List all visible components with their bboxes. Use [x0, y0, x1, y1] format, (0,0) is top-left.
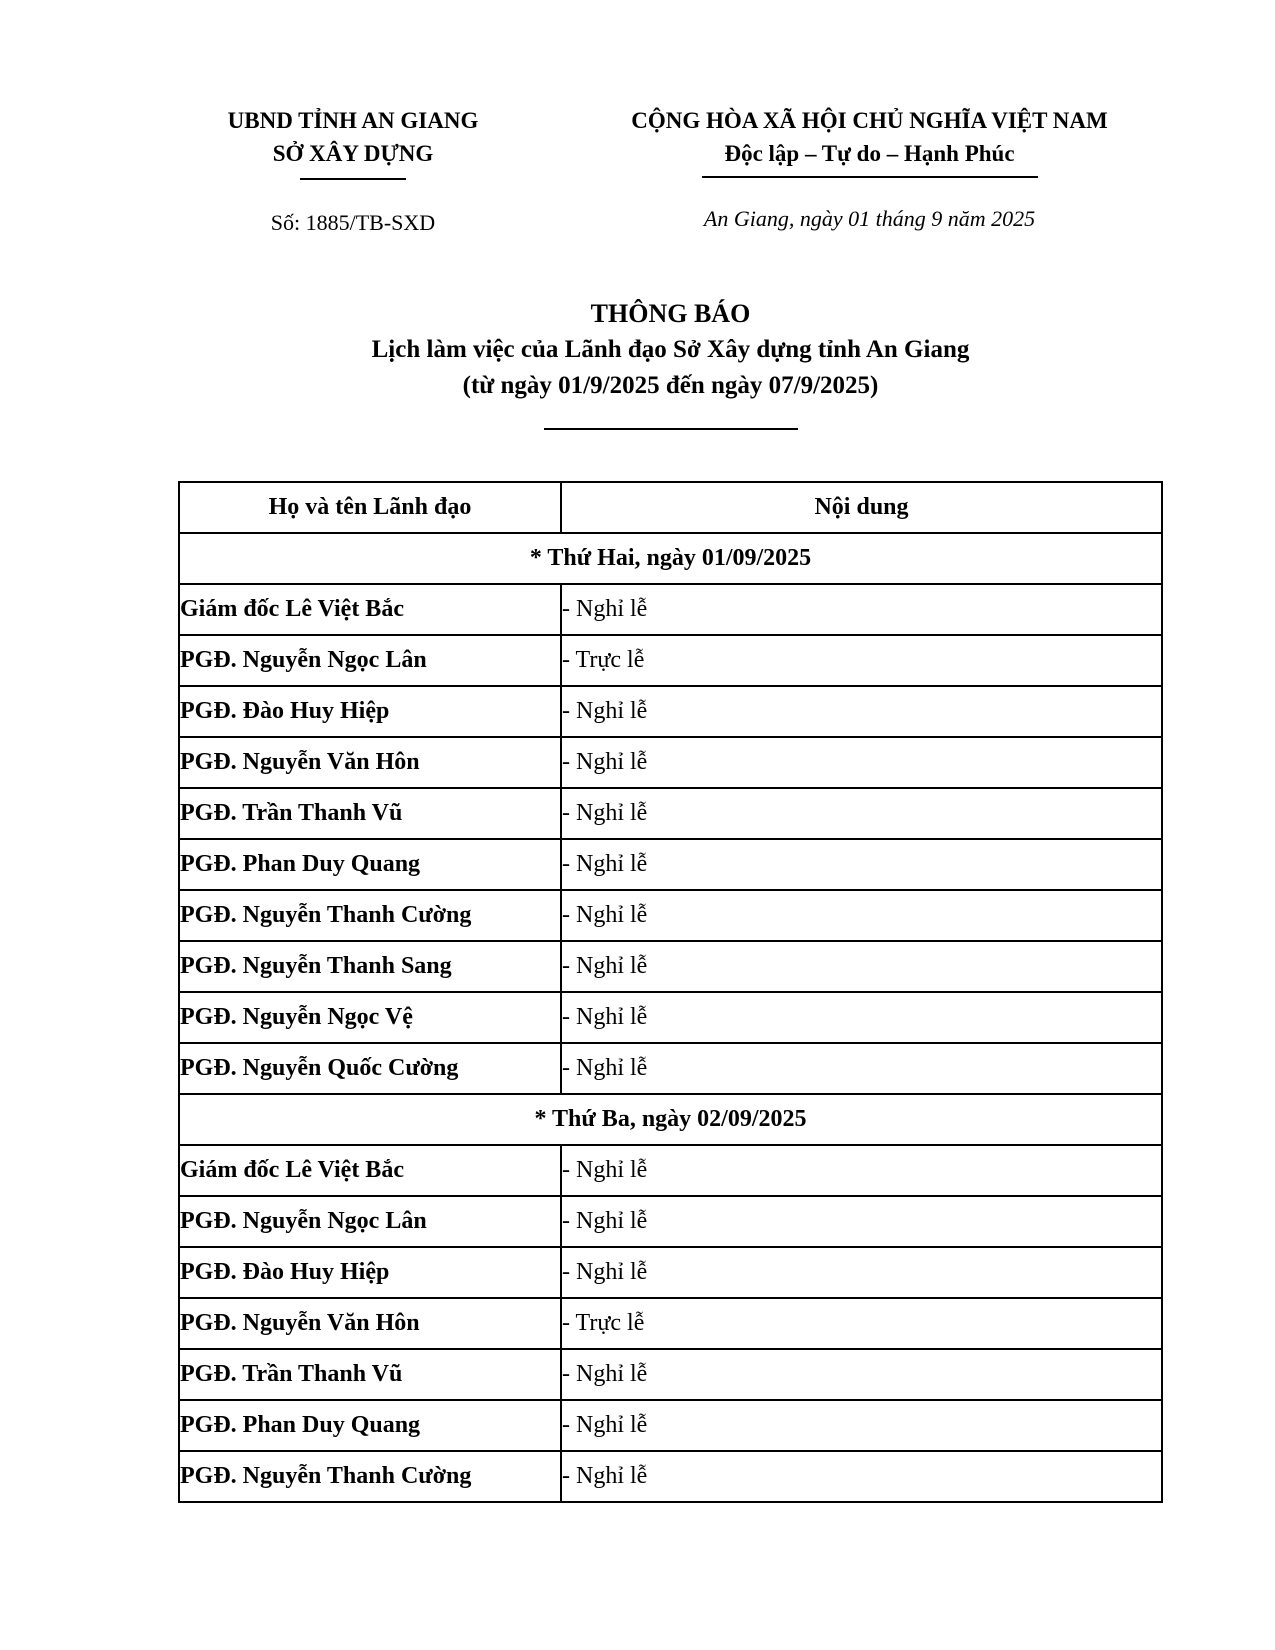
schedule-content-cell: - Nghỉ lễ	[561, 1043, 1162, 1094]
schedule-content-cell: - Nghỉ lễ	[561, 992, 1162, 1043]
issuing-agency-block	[178, 104, 528, 238]
column-header-name: Họ và tên Lãnh đạo	[179, 482, 561, 533]
leader-name-cell: Giám đốc Lê Việt Bắc	[179, 584, 561, 635]
leader-name-cell: PGĐ. Phan Duy Quang	[179, 839, 561, 890]
leader-name-cell: PGĐ. Đào Huy Hiệp	[179, 686, 561, 737]
column-header-content: Nội dung	[561, 482, 1162, 533]
table-row	[179, 941, 1162, 992]
table-row	[179, 1247, 1162, 1298]
leader-name-cell: PGĐ. Đào Huy Hiệp	[179, 1247, 561, 1298]
schedule-table-head	[179, 482, 1162, 533]
leader-name-cell: PGĐ. Nguyễn Ngọc Lân	[179, 635, 561, 686]
day-section-heading: * Thứ Hai, ngày 01/09/2025	[179, 533, 1162, 584]
schedule-content-cell: - Nghỉ lễ	[561, 788, 1162, 839]
schedule-table-body	[179, 533, 1162, 1502]
document-title: THÔNG BÁO	[590, 299, 751, 328]
national-motto: Độc lập – Tự do – Hạnh Phúc	[724, 141, 1015, 166]
schedule-content-cell: - Trực lễ	[561, 1298, 1162, 1349]
document-subtitle: Lịch làm việc của Lãnh đạo Sở Xây dựng tỉnh An Giang	[371, 336, 970, 363]
table-row	[179, 686, 1162, 737]
title-underline	[544, 428, 798, 430]
agency-underline	[300, 178, 406, 180]
schedule-content-cell: - Nghỉ lễ	[561, 1247, 1162, 1298]
schedule-table	[178, 481, 1163, 1503]
table-row	[179, 1400, 1162, 1451]
table-row	[179, 890, 1162, 941]
national-title: CỘNG HÒA XÃ HỘI CHỦ NGHĨA VIỆT NAM	[631, 108, 1108, 133]
schedule-content-cell: - Nghỉ lễ	[561, 686, 1162, 737]
leader-name-cell: PGĐ. Nguyễn Ngọc Lân	[179, 1196, 561, 1247]
agency-name: SỞ XÂY DỰNG	[272, 141, 434, 166]
table-row	[179, 635, 1162, 686]
leader-name-cell: PGĐ. Nguyễn Thanh Cường	[179, 1451, 561, 1502]
schedule-content-cell: - Trực lễ	[561, 635, 1162, 686]
table-row	[179, 1196, 1162, 1247]
leader-name-cell: PGĐ. Nguyễn Quốc Cường	[179, 1043, 561, 1094]
table-row	[179, 1145, 1162, 1196]
schedule-content-cell: - Nghỉ lễ	[561, 1196, 1162, 1247]
leader-name-cell: Giám đốc Lê Việt Bắc	[179, 1145, 561, 1196]
document-number: Số: 1885/TB-SXD	[270, 210, 436, 235]
document-header	[178, 104, 1163, 238]
schedule-content-cell: - Nghỉ lễ	[561, 1349, 1162, 1400]
table-header-row	[179, 482, 1162, 533]
leader-name-cell: PGĐ. Nguyễn Thanh Cường	[179, 890, 561, 941]
schedule-content-cell: - Nghỉ lễ	[561, 1145, 1162, 1196]
schedule-content-cell: - Nghỉ lễ	[561, 941, 1162, 992]
table-row	[179, 1298, 1162, 1349]
leader-name-cell: PGĐ. Nguyễn Văn Hôn	[179, 737, 561, 788]
day-section-row	[179, 1094, 1162, 1145]
table-row	[179, 839, 1162, 890]
schedule-content-cell: - Nghỉ lễ	[561, 584, 1162, 635]
agency-parent-name: UBND TỈNH AN GIANG	[227, 108, 479, 133]
leader-name-cell: PGĐ. Phan Duy Quang	[179, 1400, 561, 1451]
place-and-date: An Giang, ngày 01 tháng 9 năm 2025	[703, 206, 1036, 231]
national-header-block	[576, 104, 1163, 234]
table-row	[179, 788, 1162, 839]
leader-name-cell: PGĐ. Trần Thanh Vũ	[179, 788, 561, 839]
schedule-content-cell: - Nghỉ lễ	[561, 1451, 1162, 1502]
leader-name-cell: PGĐ. Trần Thanh Vũ	[179, 1349, 561, 1400]
schedule-content-cell: - Nghỉ lễ	[561, 839, 1162, 890]
schedule-content-cell: - Nghỉ lễ	[561, 1400, 1162, 1451]
schedule-content-cell: - Nghỉ lễ	[561, 737, 1162, 788]
table-row	[179, 1043, 1162, 1094]
leader-name-cell: PGĐ. Nguyễn Ngọc Vệ	[179, 992, 561, 1043]
motto-underline	[702, 176, 1038, 178]
day-section-heading: * Thứ Ba, ngày 02/09/2025	[179, 1094, 1162, 1145]
day-section-row	[179, 533, 1162, 584]
table-row	[179, 1349, 1162, 1400]
document-date-range: (từ ngày 01/9/2025 đến ngày 07/9/2025)	[462, 372, 879, 399]
table-row	[179, 992, 1162, 1043]
document-content	[178, 104, 1163, 1503]
leader-name-cell: PGĐ. Nguyễn Văn Hôn	[179, 1298, 561, 1349]
table-row	[179, 584, 1162, 635]
title-block	[178, 296, 1163, 430]
table-row	[179, 1451, 1162, 1502]
leader-name-cell: PGĐ. Nguyễn Thanh Sang	[179, 941, 561, 992]
schedule-content-cell: - Nghỉ lễ	[561, 890, 1162, 941]
table-row	[179, 737, 1162, 788]
